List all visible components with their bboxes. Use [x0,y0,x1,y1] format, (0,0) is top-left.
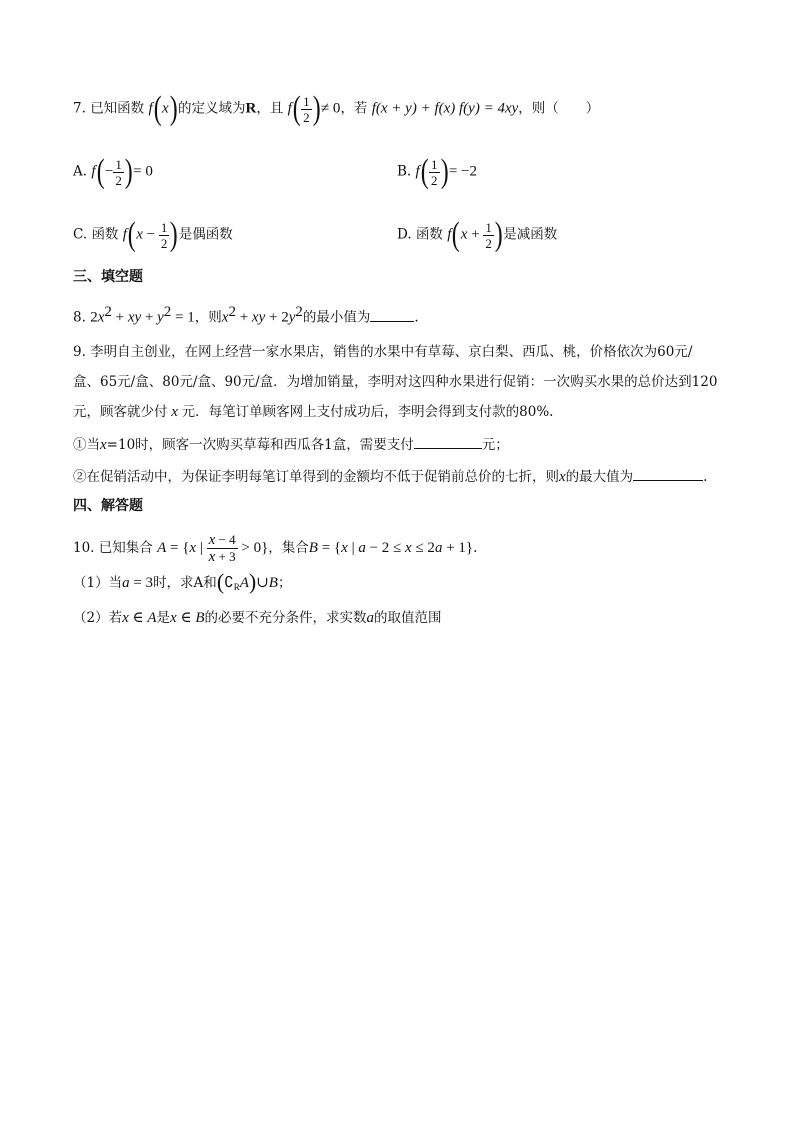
option-c: C. 函数 f(x − $\frac{1}{2}$ )是偶函数 [73,216,233,253]
question-9-line-1: 9. 李明自主创业，在网上经营一家水果店，销售的水果中有草莓、京白梨、西瓜、桃，价格依次为60元/ [73,344,693,360]
section-title-solutions: 四、解答题 [73,498,143,514]
section-title-fill-in: 三、填空题 [73,269,143,285]
question-8: 8. $2x^2$ + xy + $y^2 = 1$，则$x^2$ + xy + $2y^2$的最小值为 . [73,304,419,326]
functional-equation: f(x + y) + f(x) f(y) = 4xy [371,100,519,117]
question-9-part-1: ①当x=10时，顾客一次购买草莓和西瓜各1盒，需要支付 元； [73,434,509,455]
question-10-part-2: （2）若x ∈ A是x ∈ B的必要不充分条件，求实数a的取值范围 [73,610,442,626]
question-number: 7. [73,100,86,117]
option-a: A. f(− $\frac{1}{2}$ )= 0 [73,153,153,190]
option-d: D. 函数 f(x + $\frac{1}{2}$ )是减函数 [397,216,558,253]
answer-blank[interactable] [633,466,703,481]
answer-blank[interactable] [370,307,414,322]
question-9-line-3: 元，顾客就少付 x 元．每笔订单顾客网上支付成功后，李明会得到支付款的80%. [73,404,554,420]
question-7-stem: 7. 已知函数 f(x)的定义域为R，且 f( $\frac{1}{2}$ )≠ 0，若 f(x + y) + f(x) f(y) = 4xy，则（ ） [73,90,600,127]
question-10-part-1: （1）当a = 3时，求A和$(∁_RA)\cup B$； [73,569,292,594]
question-9-line-2: 盒、65元/盒、80元/盒、90元/盒．为增加销量，李明对这四种水果进行促销：一次购买水果的总价达到120 [73,374,718,390]
answer-blank[interactable] [414,434,482,449]
option-b: B. f( $\frac{1}{2}$ )= −2 [397,153,478,190]
question-10-stem: 10. 已知集合 A = {x | $\frac{x - 4}{x + 3}$ > 0}，集合B = {x | a − 2 ≤ x ≤ 2a + 1}. [73,532,478,565]
fraction-half: $\frac{1}{2}$ [303,93,310,125]
question-9-part-2: ②在促销活动中，为保证李明每笔订单得到的金额均不低于促销前总价的七折，则x的最大值为 . [73,466,707,487]
